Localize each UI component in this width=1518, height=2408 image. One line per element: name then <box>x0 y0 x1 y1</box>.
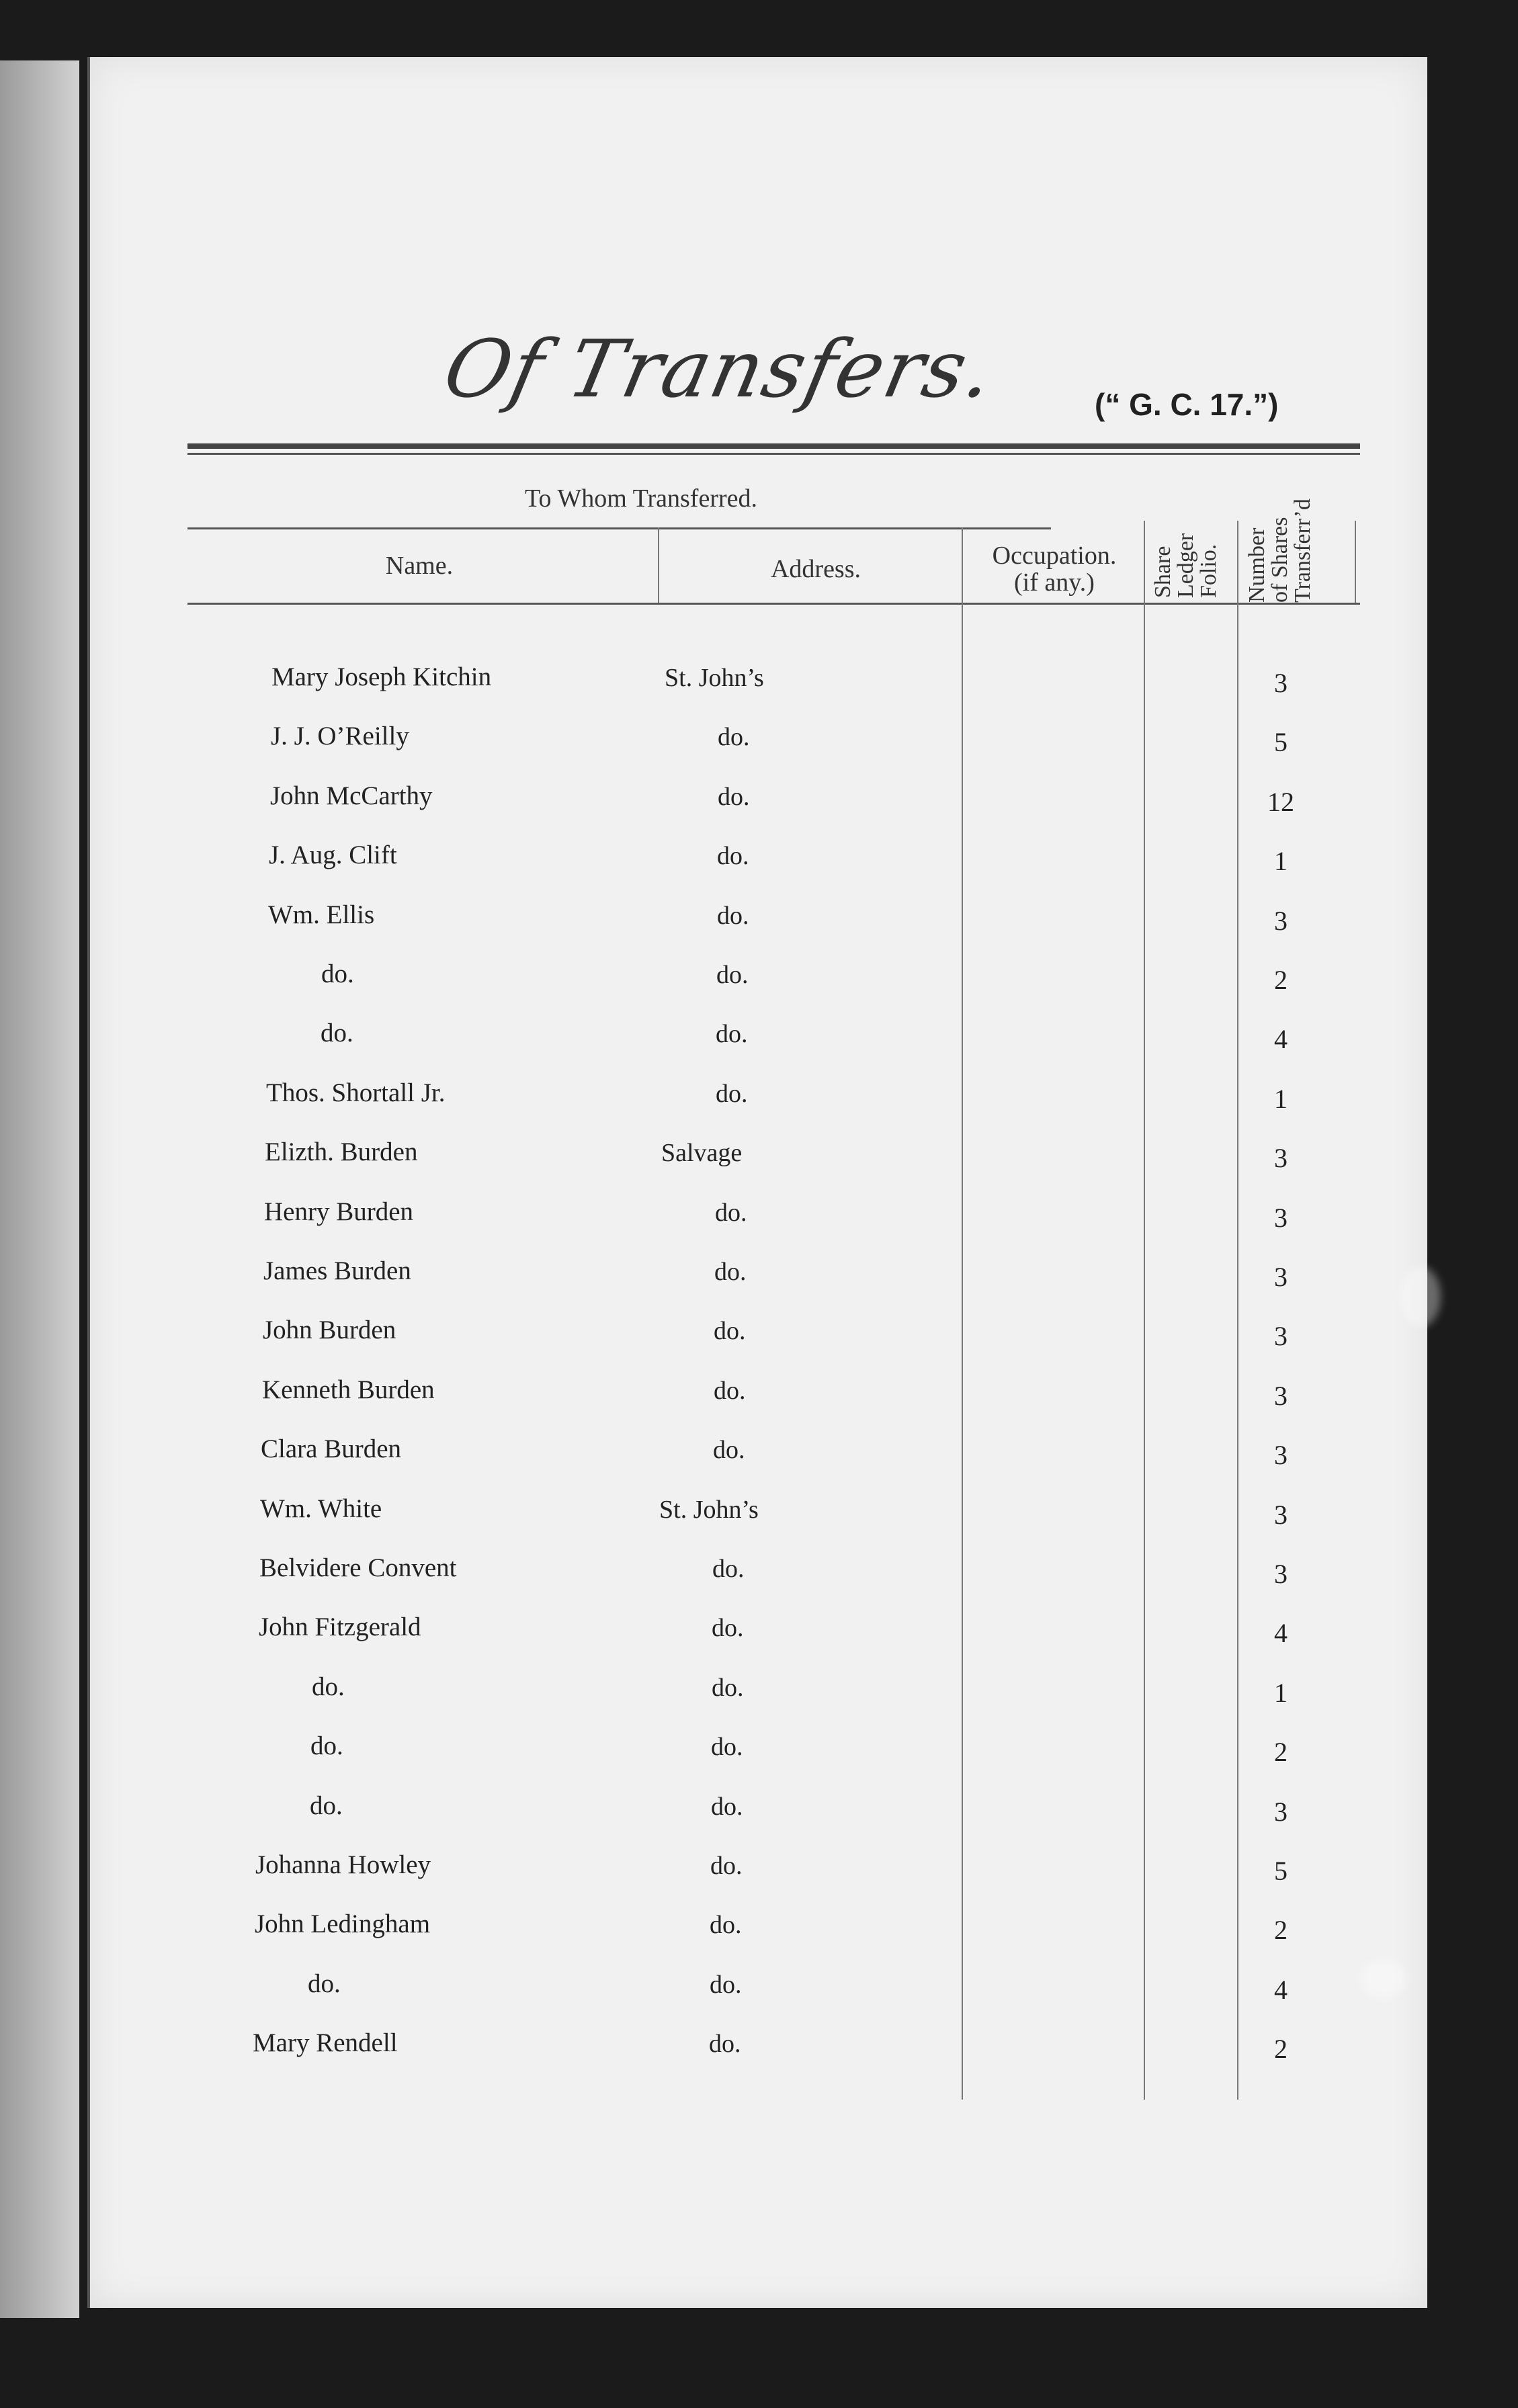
group-header-rule <box>187 527 1051 529</box>
shares-transferred: 3 <box>1274 668 1288 698</box>
transferee-name: Johanna Howley <box>255 1850 431 1879</box>
transferee-name: do. <box>310 1791 343 1820</box>
shares-transferred: 4 <box>1274 1618 1288 1649</box>
transferee-name: Kenneth Burden <box>262 1375 435 1404</box>
header-occupation-note: (if any.) <box>1014 568 1095 597</box>
transferee-address: do. <box>709 2030 741 2059</box>
transferee-name: John Burden <box>263 1316 396 1345</box>
transferee-address: do. <box>710 1852 743 1880</box>
shares-transferred: 3 <box>1274 1202 1288 1233</box>
transferee-name: J. Aug. Clift <box>269 841 397 870</box>
shares-transferred: 4 <box>1274 1024 1288 1055</box>
transferee-name: Wm. White <box>260 1494 382 1523</box>
table-row <box>90 932 1427 995</box>
header-to-whom-transferred: To Whom Transferred. <box>525 484 757 513</box>
adjacent-page-strip <box>0 60 79 2318</box>
transferee-address: do. <box>710 1970 742 1999</box>
film-smudge <box>1360 1959 1407 1999</box>
transferee-address: do. <box>712 1614 744 1643</box>
transferee-address: do. <box>712 1673 744 1702</box>
table-row <box>90 635 1427 698</box>
header-number-of-shares: Number of Shares Transferr’d <box>1245 499 1315 603</box>
transferee-name: do. <box>310 1731 343 1761</box>
transferee-address: St. John’s <box>659 1495 759 1524</box>
table-row <box>90 1170 1427 1233</box>
table-row <box>90 1764 1427 1827</box>
shares-transferred: 12 <box>1267 786 1294 817</box>
ledger-page <box>87 57 1427 2308</box>
shares-transferred: 2 <box>1274 2034 1288 2065</box>
top-rule-thin <box>187 453 1360 455</box>
shares-transferred: 1 <box>1274 1083 1288 1114</box>
transferee-address: do. <box>711 1792 743 1821</box>
transferee-name: Mary Rendell <box>253 2028 398 2058</box>
transferee-address: do. <box>713 1436 745 1465</box>
table-row <box>90 1467 1427 1530</box>
shares-transferred: 3 <box>1274 1380 1288 1411</box>
table-row <box>90 694 1427 758</box>
transferee-address: do. <box>714 1258 747 1286</box>
table-row <box>90 1585 1427 1649</box>
table-row <box>90 1823 1427 1886</box>
film-smudge <box>1400 1266 1441 1327</box>
shares-transferred: 3 <box>1274 1499 1288 1530</box>
transferee-address: do. <box>714 1317 746 1346</box>
transferee-name: do. <box>308 1969 341 1998</box>
table-row <box>90 1704 1427 1768</box>
shares-transferred: 1 <box>1274 846 1288 877</box>
shares-transferred: 3 <box>1274 905 1288 936</box>
table-row <box>90 991 1427 1055</box>
table-row <box>90 1407 1427 1471</box>
table-row <box>90 1526 1427 1589</box>
transferee-name: John Fitzgerald <box>259 1612 421 1642</box>
table-row <box>90 1110 1427 1174</box>
table-row <box>90 1942 1427 2005</box>
shares-transferred: 3 <box>1274 1262 1288 1292</box>
transferee-name: Thos. Shortall Jr. <box>266 1078 446 1107</box>
transferee-address: do. <box>716 961 749 989</box>
shares-transferred: 3 <box>1274 1321 1288 1352</box>
table-row <box>90 754 1427 817</box>
shares-transferred: 1 <box>1274 1677 1288 1708</box>
shares-transferred: 3 <box>1274 1559 1288 1589</box>
page-title: Of Transfers. <box>436 322 1003 415</box>
transferee-address: do. <box>717 842 749 871</box>
transferee-address: do. <box>717 901 749 930</box>
transferee-name: Mary Joseph Kitchin <box>271 662 492 691</box>
transferee-name: Henry Burden <box>264 1197 414 1226</box>
table-row <box>90 1229 1427 1292</box>
transferee-name: James Burden <box>263 1256 411 1285</box>
shares-transferred: 3 <box>1274 1143 1288 1174</box>
shares-transferred: 3 <box>1274 1796 1288 1827</box>
table-row <box>90 813 1427 877</box>
transferee-name: do. <box>321 1019 353 1048</box>
transferee-address: do. <box>715 1198 747 1227</box>
divider-name-address <box>658 527 659 603</box>
shares-transferred: 3 <box>1274 1440 1288 1471</box>
header-bottom-rule <box>187 603 1360 605</box>
table-row <box>90 1348 1427 1411</box>
table-row <box>90 1288 1427 1352</box>
form-code: (“ G. C. 17.”) <box>1095 387 1279 422</box>
transferee-name: John Ledingham <box>255 1909 431 1939</box>
transferee-address: do. <box>714 1376 746 1405</box>
shares-transferred: 2 <box>1274 1737 1288 1768</box>
transferee-address: do. <box>711 1733 743 1762</box>
transferee-name: do. <box>321 959 354 988</box>
header-name: Name. <box>385 552 454 580</box>
transferee-address: do. <box>712 1555 745 1583</box>
header-share-ledger-folio: Share Ledger Folio. <box>1150 533 1221 598</box>
transferee-address: do. <box>710 1911 742 1940</box>
transferee-name: Elizth. Burden <box>265 1137 418 1167</box>
shares-transferred: 2 <box>1274 1915 1288 1946</box>
table-row <box>90 873 1427 936</box>
header-address: Address. <box>770 555 861 583</box>
transferee-name: Wm. Ellis <box>268 900 375 929</box>
transferee-address: do. <box>718 782 750 811</box>
transferee-address: Salvage <box>661 1139 743 1168</box>
table-row <box>90 2001 1427 2065</box>
shares-transferred: 5 <box>1274 727 1288 758</box>
shares-transferred: 4 <box>1274 1974 1288 2005</box>
table-row <box>90 1645 1427 1708</box>
table-row <box>90 1051 1427 1114</box>
shares-transferred: 2 <box>1274 965 1288 995</box>
divider-number-right <box>1355 521 1356 603</box>
header-occupation: Occupation. <box>992 542 1117 570</box>
table-row <box>90 1882 1427 1946</box>
transferee-address: do. <box>718 723 750 752</box>
top-rule <box>187 443 1360 449</box>
transferee-name: John McCarthy <box>270 781 433 810</box>
transferee-name: Clara Burden <box>261 1434 402 1464</box>
shares-transferred: 5 <box>1274 1856 1288 1886</box>
transferee-address: do. <box>716 1020 748 1049</box>
transferee-name: J. J. O’Reilly <box>271 722 409 751</box>
transferee-address: St. John’s <box>665 664 764 692</box>
transferee-name: Belvidere Convent <box>259 1553 457 1582</box>
transferee-name: do. <box>312 1672 345 1701</box>
transferee-address: do. <box>716 1079 748 1108</box>
